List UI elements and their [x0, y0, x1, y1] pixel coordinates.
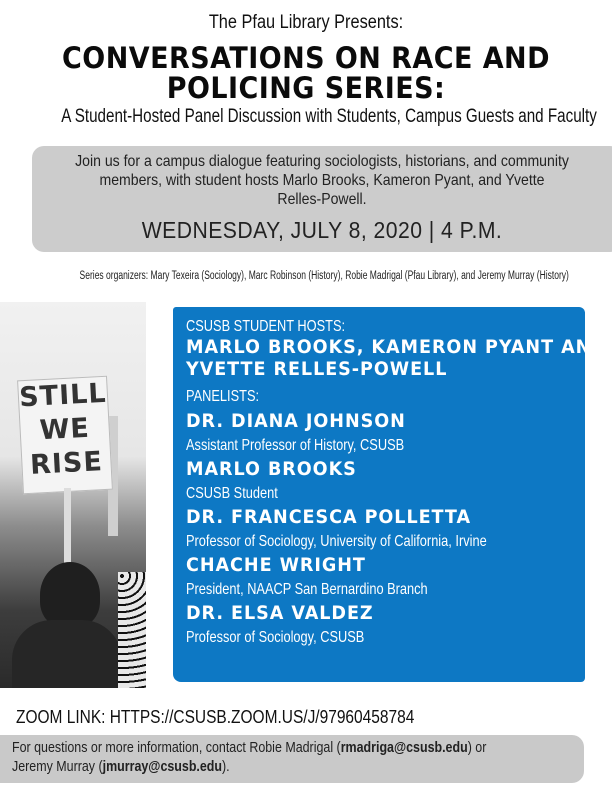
panelist-name: DR. FRANCESCA POLLETTA	[186, 507, 472, 528]
event-title-line-2: POLICING SERIES:	[166, 71, 446, 105]
panelist-role: CSUSB Student	[186, 485, 278, 502]
contact-line-1: For questions or more information, contact Robie Madrigal (rmadriga@csusb.edu) or	[12, 739, 487, 756]
event-subtitle: A Student-Hosted Panel Discussion with Students, Campus Guests and Faculty	[61, 106, 597, 127]
panelist-name: CHACHE WRIGHT	[186, 555, 366, 576]
contact-line-2: Jeremy Murray (jmurray@csusb.edu).	[12, 758, 230, 775]
zoom-link[interactable]: ZOOM LINK: HTTPS://CSUSB.ZOOM.US/J/97960458784	[16, 707, 415, 727]
sign-pole	[64, 488, 71, 568]
panelist-role: Assistant Professor of History, CSUSB	[186, 437, 405, 454]
event-title-line-1: CONVERSATIONS ON RACE AND	[62, 41, 550, 75]
panelist-role: Professor of Sociology, CSUSB	[186, 629, 365, 646]
panelist-role: President, NAACP San Bernardino Branch	[186, 581, 428, 598]
hosts-label: CSUSB STUDENT HOSTS:	[186, 318, 346, 335]
intro-line-1: Join us for a campus dialogue featuring sociologists, historians, and community	[75, 153, 569, 170]
email-link-jmurray[interactable]: jmurray@csusb.edu	[102, 758, 223, 775]
panelist-name: DR. ELSA VALDEZ	[186, 603, 374, 624]
hosts-names-line-2: YVETTE RELLES-POWELL	[186, 359, 448, 380]
contact-info	[12, 738, 510, 776]
panelist-name: DR. DIANA JOHNSON	[186, 411, 406, 432]
intro-line-3: Relles-Powell.	[277, 191, 367, 208]
intro-line-2: members, with student hosts Marlo Brooks, Kameron Pyant, and Yvette	[99, 172, 545, 189]
event-date-time: WEDNESDAY, JULY 8, 2020 | 4 P.M.	[141, 217, 503, 243]
panelist-role: Professor of Sociology, University of California, Irvine	[186, 533, 487, 550]
photo-person-body	[12, 620, 122, 688]
intro-text	[67, 152, 577, 209]
panelists-label: PANELISTS:	[186, 388, 260, 405]
protest-photo	[0, 302, 146, 688]
hosts-names-line-1: MARLO BROOKS, KAMERON PYANT AND	[186, 337, 607, 358]
protest-sign	[17, 376, 113, 495]
email-link-rmadriga[interactable]: rmadriga@csusb.edu	[340, 739, 468, 756]
panelist-name: MARLO BROOKS	[186, 459, 357, 480]
sign-line-2: WE	[38, 412, 91, 447]
series-organizers: Series organizers: Mary Texeira (Sociology), Marc Robinson (History), Robie Madrigal (Pfau Library), and Jeremy Murray (History)	[79, 270, 569, 282]
photo-person-head	[40, 562, 100, 628]
photo-patterned-coat	[118, 572, 146, 688]
speakers-list	[186, 317, 607, 648]
sign-line-3: RISE	[29, 446, 104, 481]
presenter-line: The Pfau Library Presents:	[208, 12, 404, 33]
sign-line-1: STILL	[18, 377, 108, 414]
